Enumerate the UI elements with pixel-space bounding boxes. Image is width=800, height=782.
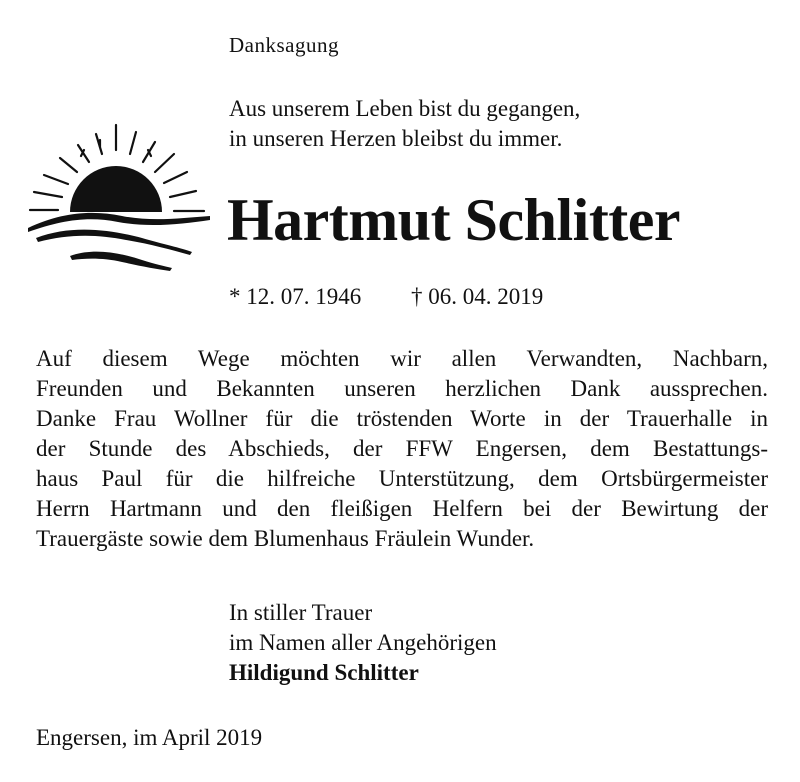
thanks-text-line: Trauergäste sowie dem Blumenhaus Fräulein Wunder.: [36, 526, 535, 551]
thanks-text: [36, 344, 768, 554]
deceased-name: Hartmut Schlitter: [227, 187, 681, 253]
birth-date: * 12. 07. 1946: [229, 284, 362, 309]
death-date: † 06. 04. 2019: [411, 284, 544, 309]
thanks-text-line: Freunden und Bekannten unseren herzlichen Dank aussprechen.: [36, 376, 768, 401]
sunset-over-hills-icon: [22, 120, 212, 280]
motto-line: Aus unserem Leben bist du gegangen,: [229, 96, 581, 121]
closing-line: In stiller Trauer: [229, 600, 373, 625]
closing-line: im Namen aller Angehörigen: [229, 630, 497, 655]
thanks-text-line: haus Paul für die hilfreiche Unterstützung, dem Ortsbürgermeister: [36, 466, 768, 491]
thanks-text-line: der Stunde des Abschieds, der FFW Engersen, dem Bestattungs-: [36, 436, 768, 461]
closing-block: [229, 598, 497, 688]
motto-line: in unseren Herzen bleibst du immer.: [229, 126, 563, 151]
thanks-text-line: Danke Frau Wollner für die tröstenden Worte in der Trauerhalle in: [36, 406, 768, 431]
thanks-text-line: Auf diesem Wege möchten wir allen Verwandten, Nachbarn,: [36, 346, 768, 371]
place-date: Engersen, im April 2019: [36, 725, 263, 750]
notice-heading: Danksagung: [229, 33, 339, 57]
thanks-text-line: Herrn Hartmann und den fleißigen Helfern bei der Bewirtung der: [36, 496, 768, 521]
life-dates: [229, 284, 543, 310]
signer-name: Hildigund Schlitter: [229, 660, 419, 685]
motto: [229, 94, 580, 154]
